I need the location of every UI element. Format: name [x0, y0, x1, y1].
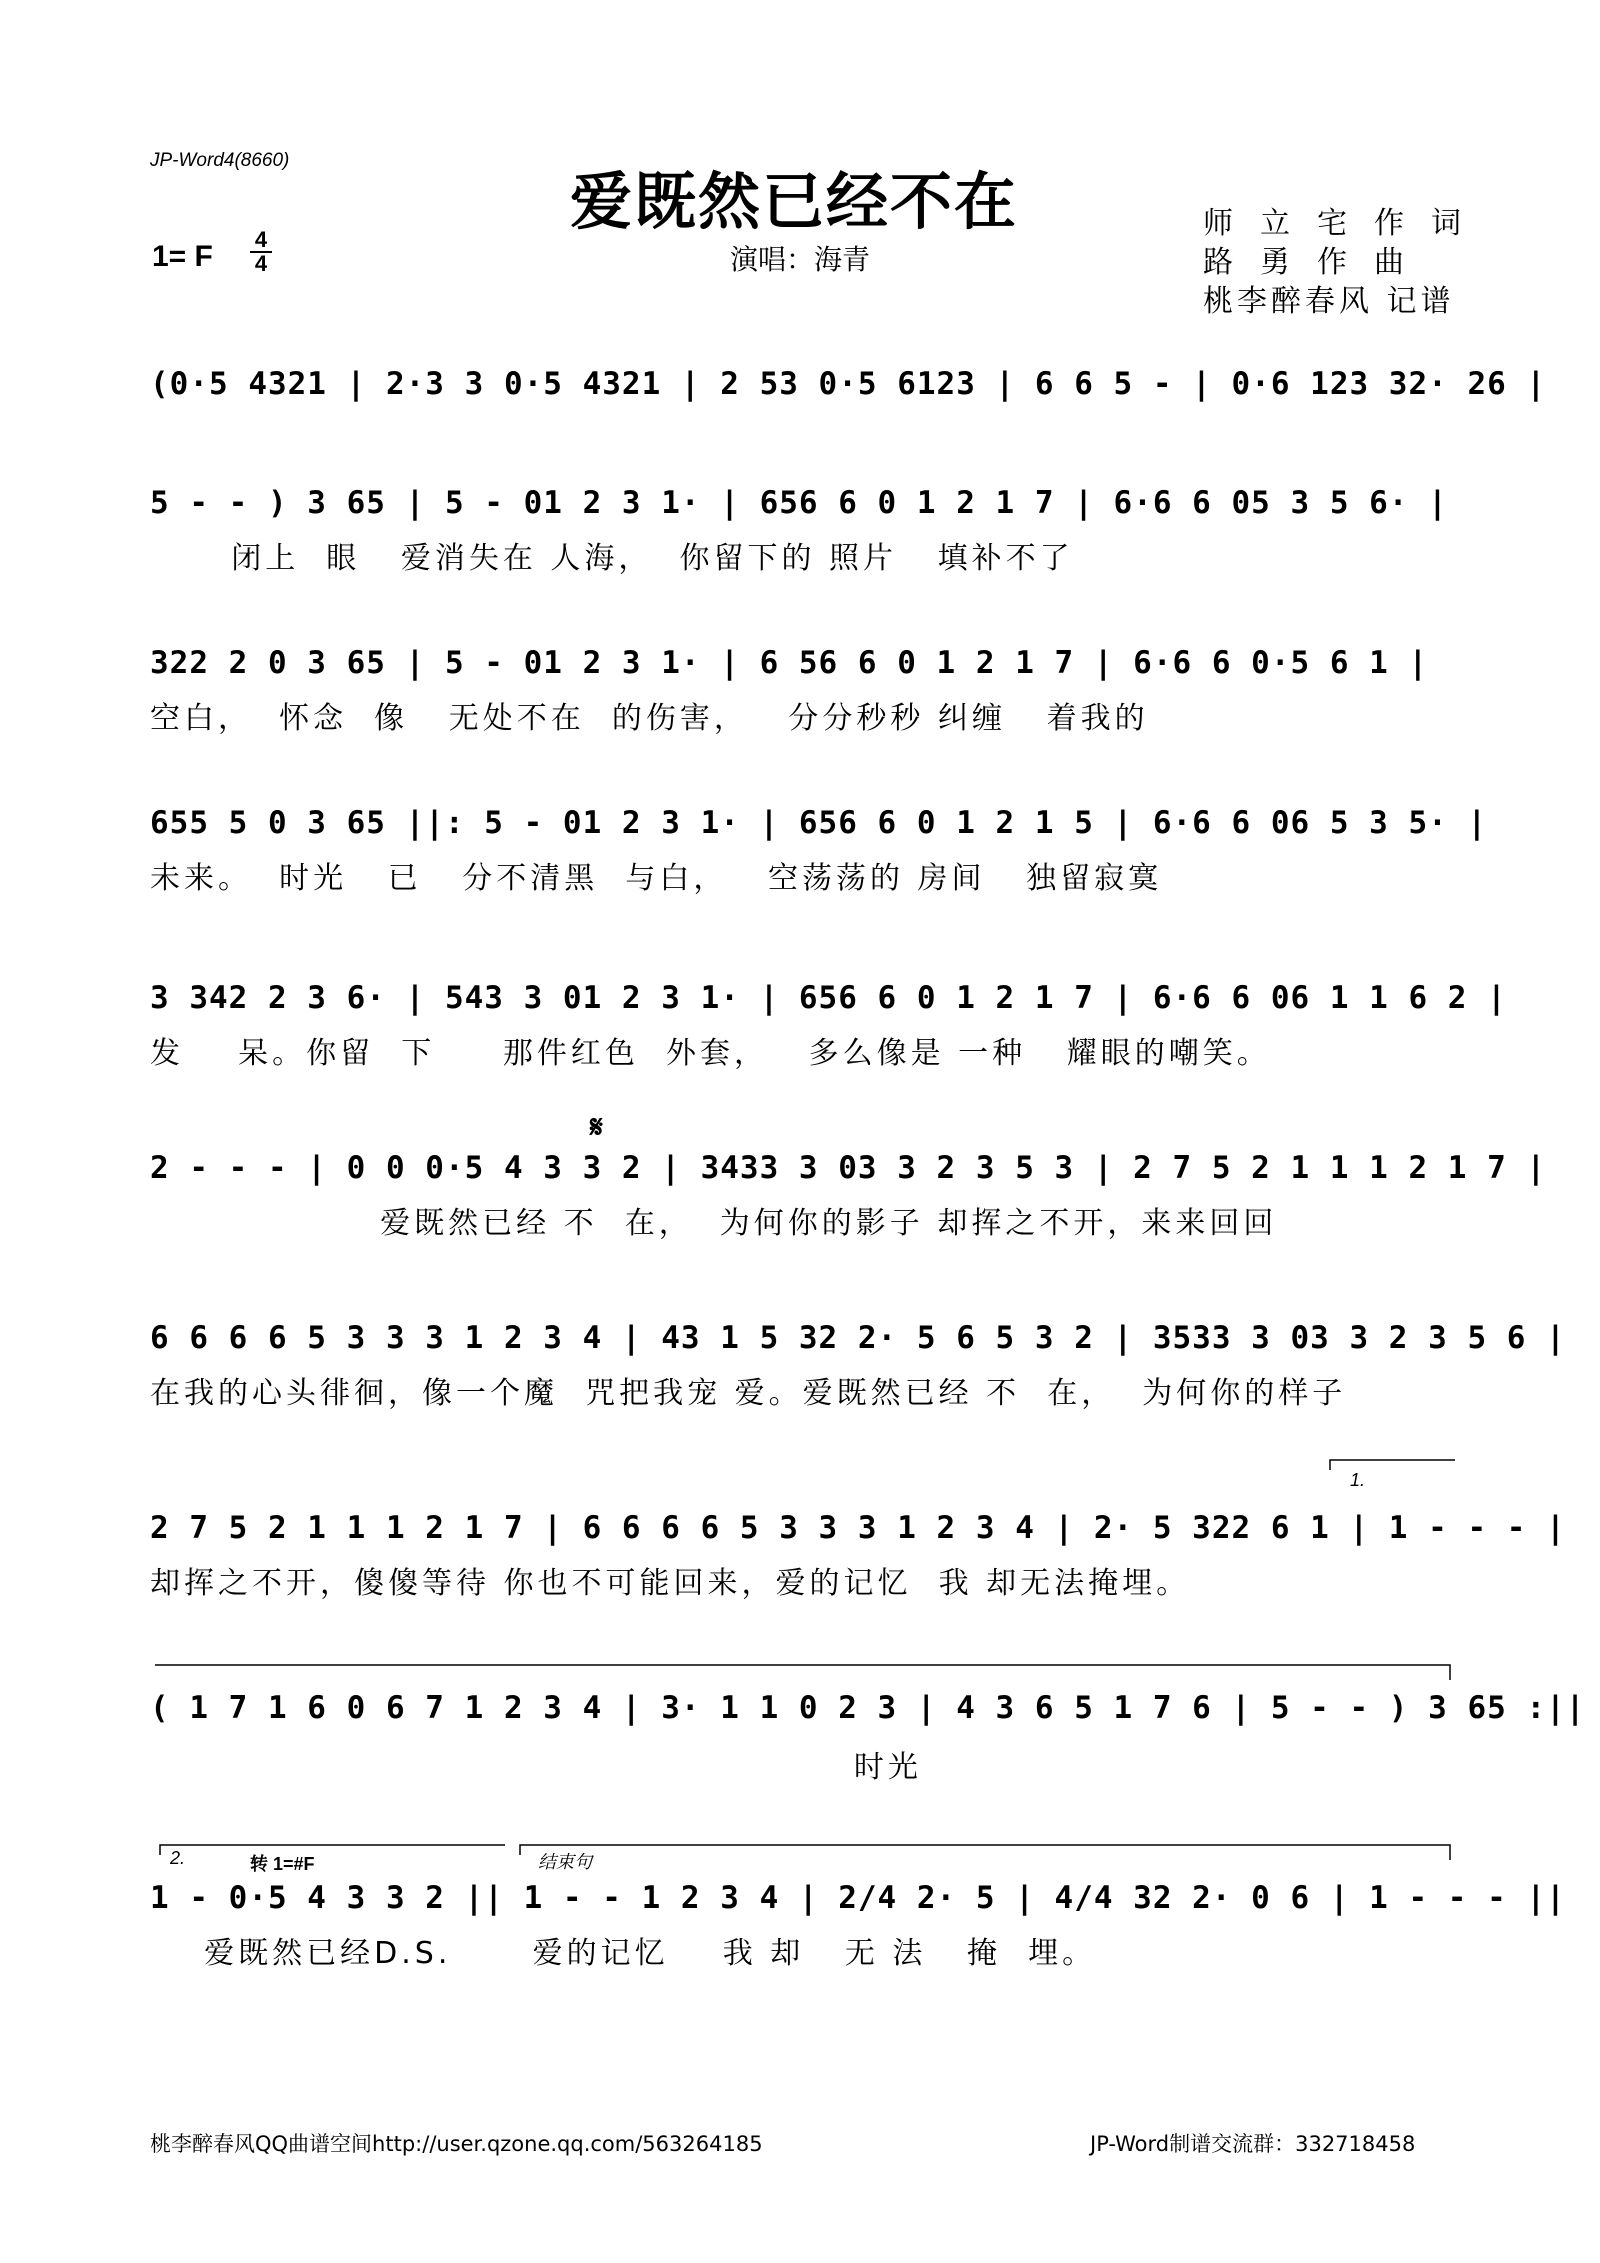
volta-1-label: 1.	[1350, 1470, 1366, 1490]
transcriber-credit: 桃李醉春风 记谱	[1203, 284, 1455, 319]
notation: 655 5 0 3 65 ||: 5 - 01 2 3 1· | 656 6 0 1 2 1 5 | 6·6 6 06 5 3 5· |	[150, 805, 1488, 841]
notation: (0·5 4321 | 2·3 3 0·5 4321 | 2 53 0·5 6123 | 6 6 5 - | 0·6 123 32· 26 |	[150, 366, 1547, 402]
lyrics: 在我的心头徘徊，像一个魔 咒把我宠 爱。爱既然已经 不 在， 为何你的样子	[150, 1376, 1347, 1411]
notation: 6 6 6 6 5 3 3 3 1 2 3 4 | 43 1 5 32 2· 5 6 5 3 2 | 3533 3 03 3 2 3 5 6 |	[150, 1320, 1566, 1356]
notation: 1 - 0·5 4 3 3 2 || 1 - - 1 2 3 4 | 2/4 2· 5 | 4/4 32 2· 0 6 | 1 - - - ||	[150, 1880, 1566, 1916]
lyrics: 空白， 怀念 像 无处不在 的伤害， 分分秒秒 纠缠 着我的	[150, 701, 1149, 736]
lyrics: 发 呆。你留 下 那件红色 外套， 多么像是 一种 耀眼的嘲笑。	[150, 1036, 1271, 1071]
lyrics: 爱既然已经 不 在， 为何你的影子 却挥之不开，来来回回	[150, 1206, 1278, 1241]
notation: 5 - - ) 3 65 | 5 - 01 2 3 1· | 656 6 0 1 2 1 7 | 6·6 6 05 3 5 6· |	[150, 485, 1448, 521]
lyrics: 未来。 时光 已 分不清黑 与白， 空荡荡的 房间 独留寂寞	[150, 861, 1163, 896]
lyrics: 时光	[150, 1750, 922, 1785]
ending-bracket	[520, 1845, 1450, 1860]
repeat-span-bracket	[155, 1665, 1450, 1680]
lyrics: 爱既然已经D.S. 爱的记忆 我 却 无 法 掩 埋。	[150, 1936, 1097, 1971]
key-signature: 1= F	[152, 240, 213, 273]
notation: 2 7 5 2 1 1 1 2 1 7 | 6 6 6 6 5 3 3 3 1 2 3 4 | 2· 5 322 6 1 | 1 - - - |	[150, 1510, 1566, 1546]
lyrics: 却挥之不开，傻傻等待 你也不可能回来，爱的记忆 我 却无法掩埋。	[150, 1566, 1191, 1601]
time-signature-top: 4	[254, 227, 268, 252]
segno-sign: 𝄋	[590, 1110, 603, 1145]
time-signature-bottom: 4	[254, 251, 268, 276]
volta-2-label: 2.	[170, 1848, 186, 1868]
composer-credit: 路勇作曲	[1203, 245, 1431, 280]
software-label: JP-Word4(8660)	[150, 150, 290, 171]
lyrics: 闭上 眼 爱消失在 人海， 你留下的 照片 填补不了	[150, 541, 1074, 576]
ending-label: 结束句	[538, 1852, 592, 1872]
modulation-mark: 转 1=#F	[250, 1854, 315, 1874]
notation: 2 - - - | 0 0 0·5 4 3 3 2 | 3433 3 03 3 2 3 5 3 | 2 7 5 2 1 1 1 2 1 7 |	[150, 1150, 1547, 1186]
volta-1-bracket	[1330, 1460, 1455, 1470]
lyricist-credit: 师立宅作词	[1203, 206, 1488, 241]
singer-credit: 演唱：海青	[730, 243, 871, 276]
volta-2-bracket	[160, 1845, 505, 1855]
song-title: 爱既然已经不在	[570, 165, 1019, 238]
footer-left-text: 桃李醉春风QQ曲谱空间http://user.qzone.qq.com/563264185	[150, 2132, 763, 2156]
notation: 322 2 0 3 65 | 5 - 01 2 3 1· | 6 56 6 0 1 2 1 7 | 6·6 6 0·5 6 1 |	[150, 645, 1429, 681]
notation: 3 342 2 3 6· | 543 3 01 2 3 1· | 656 6 0 1 2 1 7 | 6·6 6 06 1 1 6 2 |	[150, 980, 1507, 1016]
footer-right-text: JP-Word制谱交流群：332718458	[1090, 2132, 1416, 2156]
notation: ( 1 7 1 6 0 6 7 1 2 3 4 | 3· 1 1 0 2 3 | 4 3 6 5 1 7 6 | 5 - - ) 3 65 :||	[150, 1690, 1586, 1726]
